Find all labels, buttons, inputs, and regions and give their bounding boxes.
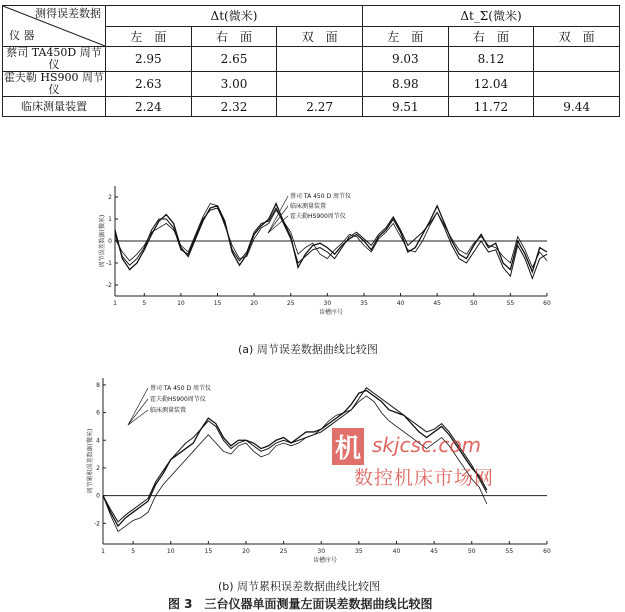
table-cell	[534, 72, 620, 97]
x-axis-label: 齿槽序号	[318, 309, 344, 316]
legend-label: 蔡司 TA 450 D 周节仪	[290, 193, 352, 200]
y-tick-label: 6	[96, 409, 100, 417]
x-axis-label: 齿槽序号	[312, 557, 338, 564]
legend-label: 临床测量装置	[150, 407, 187, 414]
legend-label: 霍夫勒HS900周节仪	[150, 396, 206, 403]
table-cell: 11.72	[448, 97, 534, 117]
legend-leader	[128, 388, 148, 425]
legend-label: 临床测量装置	[290, 203, 327, 210]
chart-pitch-error	[95, 178, 555, 328]
x-tick-label: 60	[543, 300, 551, 307]
y-tick-label: -2	[106, 282, 112, 289]
table-cell: 2.65	[191, 47, 277, 72]
group-header-dt: Δt(微米)	[106, 6, 363, 27]
subcol-header: 双 面	[277, 26, 363, 47]
x-tick-label: 30	[317, 548, 326, 555]
table-cell: 2.95	[106, 47, 192, 72]
x-tick-label: 40	[396, 300, 405, 307]
table-cell: 8.12	[448, 47, 534, 72]
x-tick-label: 35	[360, 300, 368, 307]
subcol-header: 双 面	[534, 26, 620, 47]
table-row	[3, 97, 620, 117]
y-tick-label: 0	[96, 492, 100, 500]
x-tick-label: 20	[250, 300, 258, 307]
table-cell: 9.51	[362, 97, 448, 117]
legend-label: 霍夫勒HS900周节仪	[290, 213, 346, 220]
group-header-dt-sigma: Δt_Σ(微米)	[362, 6, 619, 27]
x-tick-label: 50	[467, 548, 476, 555]
legend-label: 蔡司 TA 450 D 周节仪	[150, 385, 212, 392]
x-tick-label: 1	[101, 548, 105, 555]
table-cell: 9.44	[534, 97, 620, 117]
table-diagonal-header	[3, 6, 106, 47]
x-tick-label: 30	[323, 300, 332, 307]
x-tick-label: 50	[469, 300, 478, 307]
table-cell: 12.04	[448, 72, 534, 97]
y-tick-label: -2	[94, 520, 100, 528]
x-tick-label: 55	[505, 548, 514, 555]
y-axis-label: 周节误差数据(微米)	[99, 214, 106, 268]
watermark-url: skjcsc.com	[372, 433, 482, 457]
y-tick-label: -1	[106, 260, 112, 267]
x-tick-label: 55	[506, 300, 515, 307]
watermark-site-name: 数控机床市场网	[354, 467, 495, 489]
table-cell: 3.00	[191, 72, 277, 97]
y-tick-label: 1	[108, 216, 112, 223]
subcol-header: 左 面	[106, 26, 192, 47]
x-tick-label: 25	[286, 300, 295, 307]
table-cell	[277, 72, 363, 97]
table-row	[3, 72, 620, 97]
x-tick-label: 25	[279, 548, 288, 555]
table-cell: 2.32	[191, 97, 277, 117]
x-tick-label: 35	[355, 548, 363, 555]
row-instrument-name: 临床测量装置	[3, 97, 106, 117]
figure-caption: 图 3 三台仪器单面测量左面误差数据曲线比较图	[168, 597, 433, 611]
x-tick-label: 45	[433, 300, 441, 307]
row-instrument-name: 霍夫勒 HS900 周节仪	[3, 71, 105, 96]
table-cell: 8.98	[362, 72, 448, 97]
x-tick-label: 15	[213, 300, 222, 307]
y-tick-label: 2	[108, 194, 112, 201]
table-cell	[277, 47, 363, 72]
x-tick-label: 60	[543, 548, 551, 555]
x-tick-label: 5	[142, 300, 147, 307]
subcol-header: 右 面	[448, 26, 534, 47]
header-measured-data: 测得误差数据	[35, 7, 101, 20]
x-tick-label: 15	[204, 548, 213, 555]
y-tick-label: 0	[108, 238, 112, 245]
watermark-logo-char: 机	[332, 428, 364, 465]
y-axis-label: 周节累积误差数据(微米)	[87, 428, 94, 494]
error-data-table	[2, 5, 620, 117]
table-cell: 2.27	[277, 97, 363, 117]
table-cell	[534, 47, 620, 72]
caption-a: (a) 周节误差数据曲线比较图	[238, 343, 378, 356]
y-tick-label: 8	[96, 381, 100, 389]
row-instrument-name: 蔡司 TA450D 周节仪	[3, 47, 106, 72]
y-tick-label: 2	[96, 464, 100, 472]
table-cell: 2.24	[106, 97, 192, 117]
table-cell: 9.03	[362, 47, 448, 72]
x-tick-label: 20	[242, 548, 250, 555]
table-cell: 2.63	[106, 72, 192, 97]
subcol-header: 左 面	[362, 26, 448, 47]
y-tick-label: 4	[96, 437, 100, 445]
x-tick-label: 10	[166, 548, 175, 555]
x-tick-label: 40	[392, 548, 401, 555]
caption-b: (b) 周节累积误差数据曲线比较图	[218, 580, 381, 593]
header-instrument: 仪 器	[9, 29, 35, 42]
table-row	[3, 47, 620, 72]
x-tick-label: 1	[113, 300, 117, 307]
x-tick-label: 45	[430, 548, 438, 555]
x-tick-label: 5	[131, 548, 136, 555]
x-tick-label: 10	[177, 300, 185, 307]
subcol-header: 右 面	[191, 26, 277, 47]
